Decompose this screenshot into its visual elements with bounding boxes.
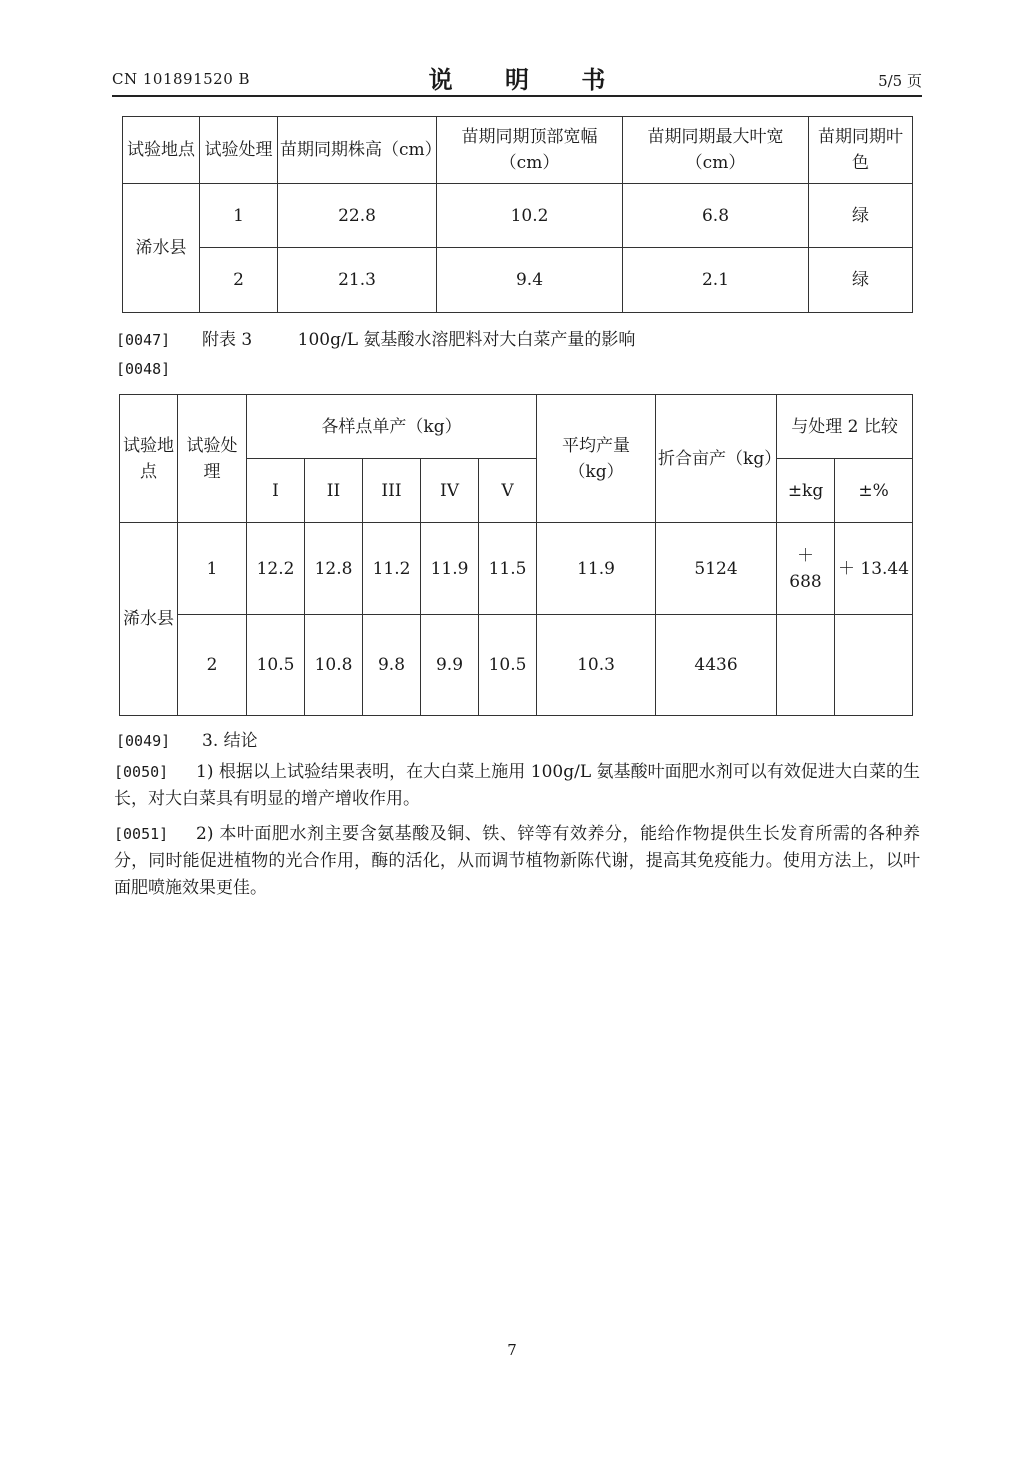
paragraph-text: 1) 根据以上试验结果表明，在大白菜上施用 100g/L 氨基酸叶面肥水剂可以有效促进大白菜的生长，对大白菜具有明显的增产增收作用。 bbox=[114, 762, 920, 809]
header-cell: 与处理 2 比较 bbox=[777, 395, 913, 459]
table-cell: 绿 bbox=[809, 184, 913, 248]
table-row bbox=[123, 248, 913, 313]
table-cell: 1 bbox=[200, 184, 278, 248]
header-cell: ±kg bbox=[777, 459, 835, 523]
table-cell: 5124 bbox=[656, 523, 777, 615]
table-caption: 100g/L 氨基酸水溶肥料对大白菜产量的影响 bbox=[297, 330, 636, 350]
paragraph-id: [0050] bbox=[114, 763, 169, 781]
table-cell bbox=[777, 615, 835, 716]
table-cell: 21.3 bbox=[278, 248, 437, 313]
paragraph-text: 2) 本叶面肥水剂主要含氨基酸及铜、铁、锌等有效养分，能给作物提供生长发育所需的各种养分，同时能促进植物的光合作用，酶的活化，从而调节植物新陈代谢，提高其免疫能力。使用方法上，以叶面肥喷施效果更佳。 bbox=[114, 824, 920, 898]
table-cell: 11.2 bbox=[363, 523, 421, 615]
table-cell: 12.8 bbox=[305, 523, 363, 615]
table-cell: 12.2 bbox=[247, 523, 305, 615]
page-number: 7 bbox=[507, 1341, 517, 1359]
table-cell: 绿 bbox=[809, 248, 913, 313]
paragraph-id: [0047] bbox=[116, 331, 171, 349]
table-cell: ＋ 688 bbox=[777, 523, 835, 615]
header-cell: II bbox=[305, 459, 363, 523]
document-id: CN 101891520 B bbox=[112, 70, 251, 88]
paragraph-id: [0049] bbox=[116, 732, 171, 750]
growth-table bbox=[122, 116, 913, 313]
header-cell: V bbox=[479, 459, 537, 523]
header-cell: I bbox=[247, 459, 305, 523]
paragraph-0049 bbox=[116, 728, 916, 755]
yield-table bbox=[119, 394, 913, 716]
header-cell: III bbox=[363, 459, 421, 523]
table-cell: 10.8 bbox=[305, 615, 363, 716]
page-indicator: 5/5 页 bbox=[878, 72, 922, 90]
table-cell: 10.3 bbox=[537, 615, 656, 716]
paragraph-id: [0051] bbox=[114, 825, 169, 843]
table-cell: 10.5 bbox=[479, 615, 537, 716]
table-cell: ＋ 13.44 bbox=[835, 523, 913, 615]
table-cell: 2 bbox=[178, 615, 247, 716]
header-cell: 各样点单产（kg） bbox=[247, 395, 537, 459]
table-cell: 2.1 bbox=[623, 248, 809, 313]
header-cell: 试验地点 bbox=[120, 395, 178, 523]
paragraph-id: [0048] bbox=[116, 360, 171, 378]
table-cell: 9.8 bbox=[363, 615, 421, 716]
table-row bbox=[120, 615, 913, 716]
table-cell: 2 bbox=[200, 248, 278, 313]
header-cell: 试验处理 bbox=[178, 395, 247, 523]
header-cell: 折合亩产（kg） bbox=[656, 395, 777, 523]
header-cell: 平均产量（kg） bbox=[537, 395, 656, 523]
header-cell: 苗期同期叶色 bbox=[809, 117, 913, 184]
header-cell: 苗期同期最大叶宽（cm） bbox=[623, 117, 809, 184]
table-cell: 6.8 bbox=[623, 184, 809, 248]
table-cell bbox=[835, 615, 913, 716]
table-row bbox=[123, 184, 913, 248]
paragraph-0051 bbox=[114, 821, 920, 902]
paragraph-0050 bbox=[114, 759, 920, 813]
header-cell: ±% bbox=[835, 459, 913, 523]
document-title: 说 明 书 bbox=[428, 65, 628, 94]
table-cell: 11.5 bbox=[479, 523, 537, 615]
table-cell: 9.4 bbox=[437, 248, 623, 313]
header-cell: 苗期同期顶部宽幅（cm） bbox=[437, 117, 623, 184]
paragraph-0047 bbox=[116, 327, 916, 354]
header-divider bbox=[112, 95, 922, 97]
location-cell: 浠水县 bbox=[123, 184, 200, 313]
table-header-row bbox=[120, 395, 913, 459]
section-heading: 3. 结论 bbox=[202, 731, 258, 751]
table-cell: 1 bbox=[178, 523, 247, 615]
table-caption-label: 附表 3 bbox=[202, 330, 253, 350]
page-header bbox=[112, 58, 922, 94]
location-cell: 浠水县 bbox=[120, 523, 178, 716]
table-header-row bbox=[123, 117, 913, 184]
header-cell: 试验地点 bbox=[123, 117, 200, 184]
table-cell: 11.9 bbox=[537, 523, 656, 615]
table-cell: 4436 bbox=[656, 615, 777, 716]
table-cell: 9.9 bbox=[421, 615, 479, 716]
table-cell: 11.9 bbox=[421, 523, 479, 615]
table-cell: 10.2 bbox=[437, 184, 623, 248]
table-row bbox=[120, 523, 913, 615]
header-cell: 苗期同期株高（cm） bbox=[278, 117, 437, 184]
table-cell: 22.8 bbox=[278, 184, 437, 248]
header-cell: IV bbox=[421, 459, 479, 523]
header-cell: 试验处理 bbox=[200, 117, 278, 184]
table-cell: 10.5 bbox=[247, 615, 305, 716]
